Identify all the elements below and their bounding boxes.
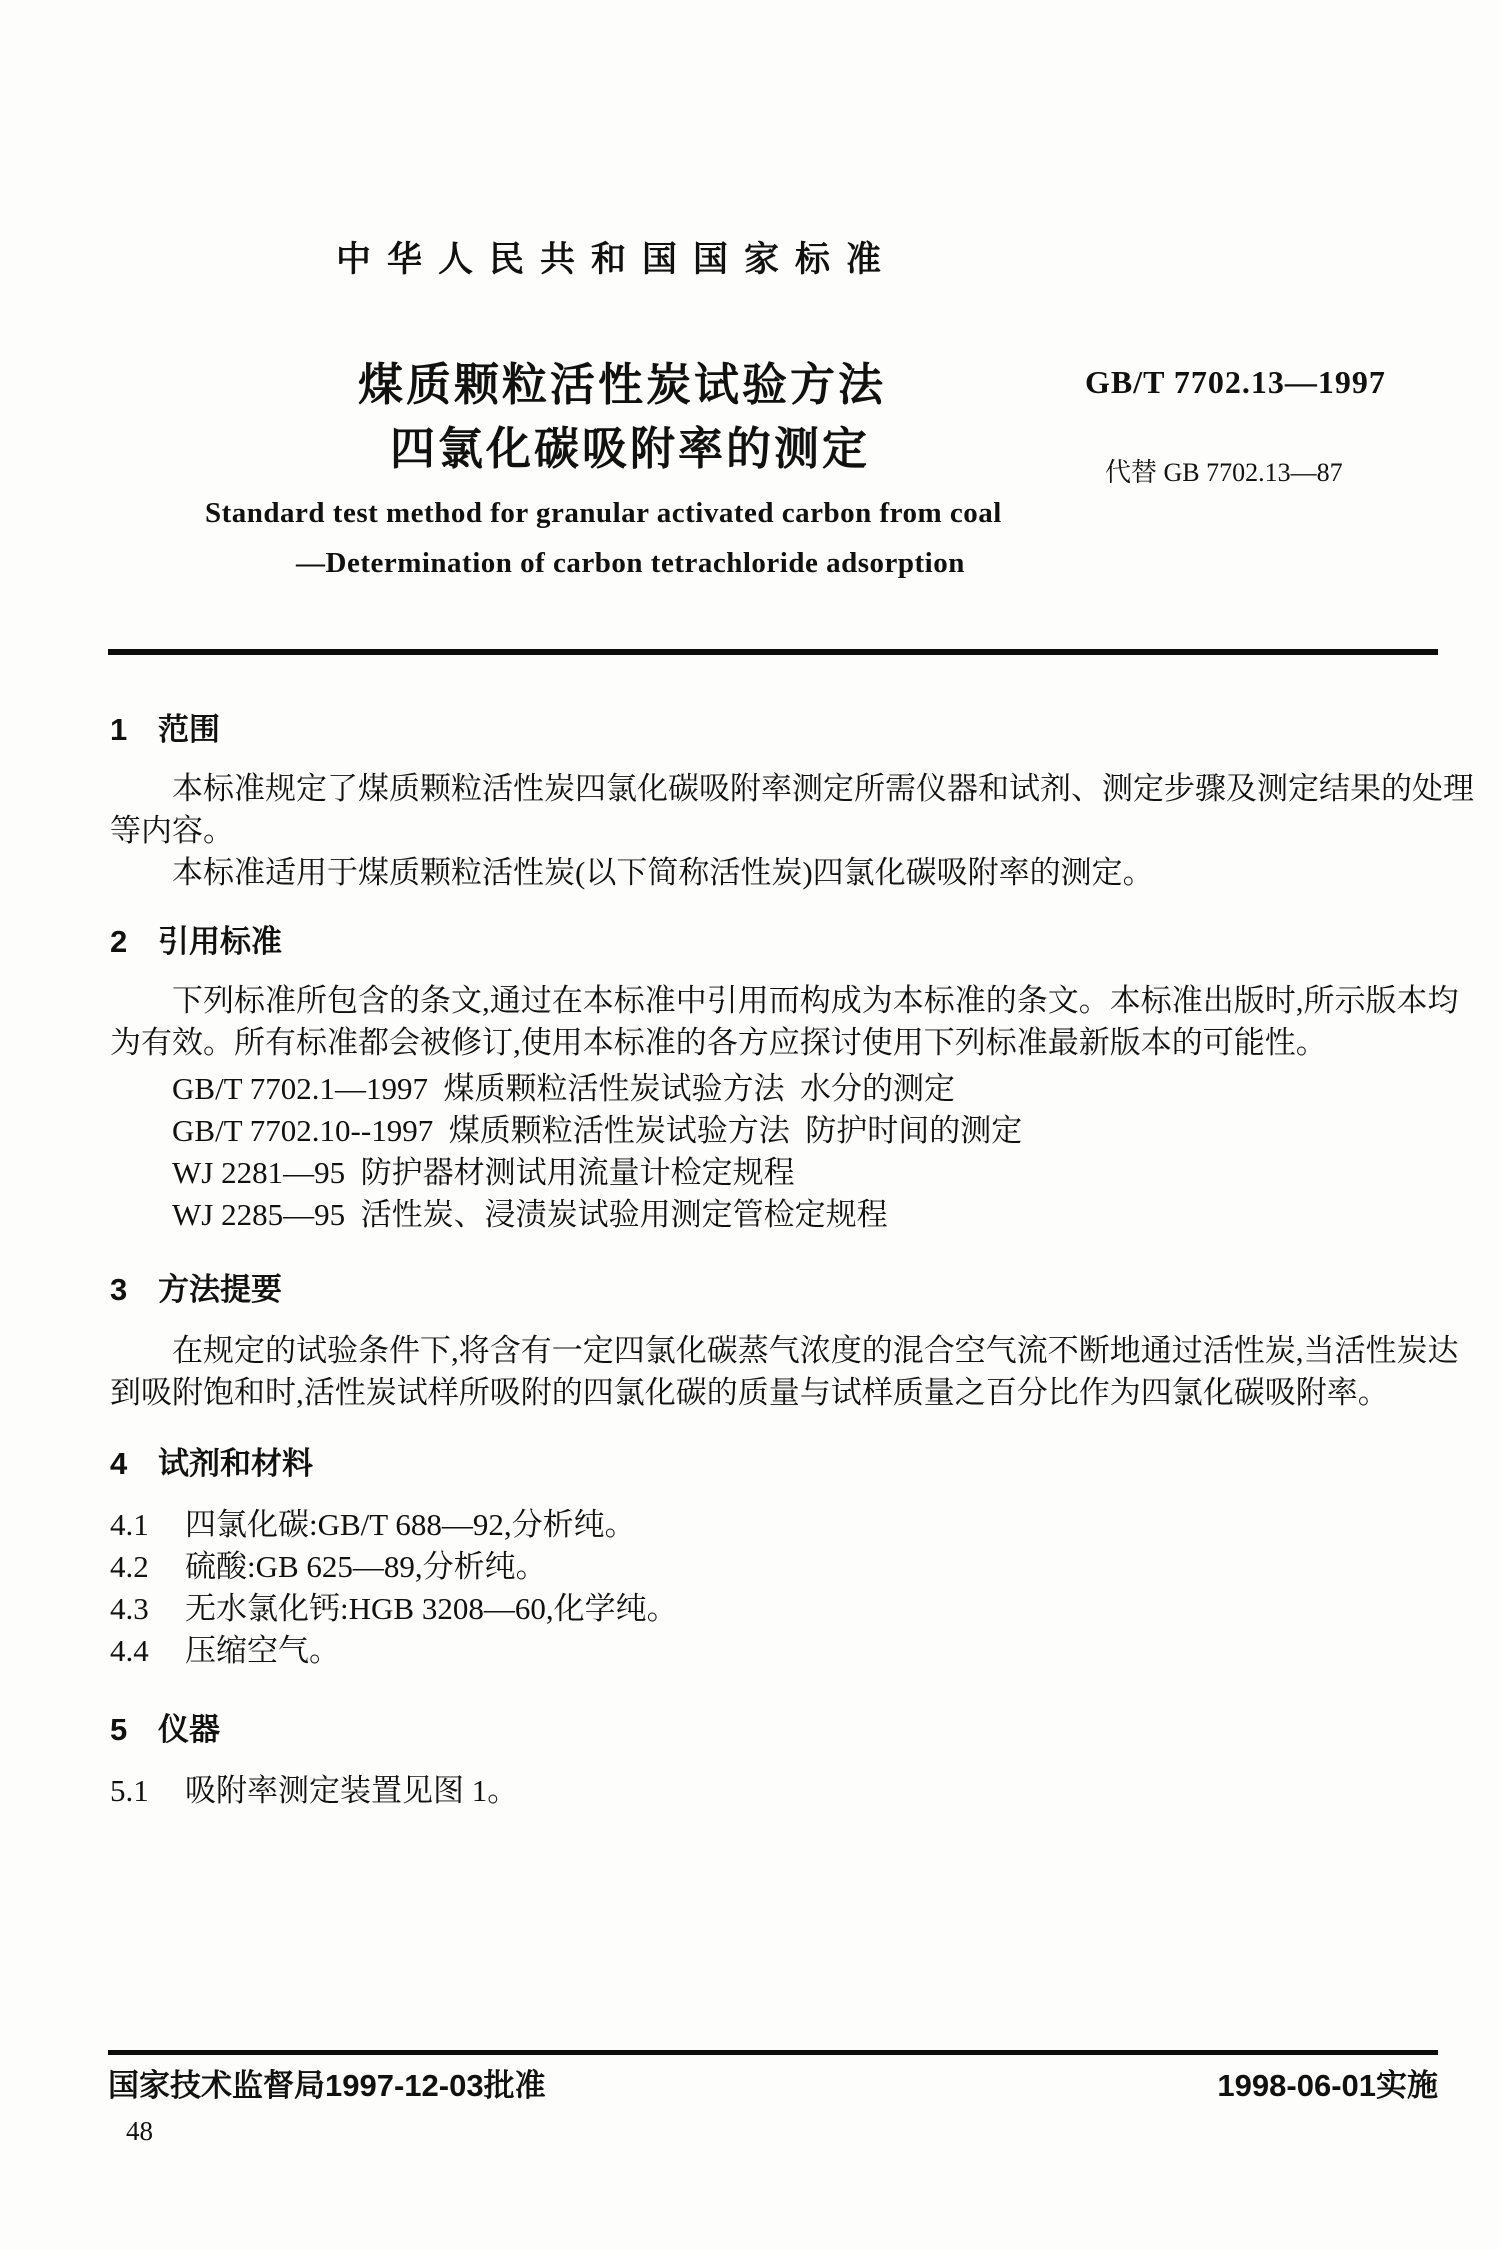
section-5-title: 仪器 [158, 1712, 220, 1747]
clause-5-1-number: 5.1 [110, 1773, 149, 1808]
page-number: 48 [126, 2116, 153, 2146]
section-2-title: 引用标准 [158, 924, 282, 959]
reference-item-2: GB/T 7702.10--1997 煤质颗粒活性炭试验方法 防护时间的测定 [172, 1113, 1023, 1148]
section-5-heading [110, 1708, 1440, 1752]
section-2-number: 2 [110, 924, 128, 959]
section-4-title: 试剂和材料 [158, 1446, 313, 1481]
approval-text: 国家技术监督局1997-12-03批准 [108, 2068, 546, 2103]
clause-4-3-number: 4.3 [110, 1591, 149, 1626]
reference-item-3: WJ 2281—95 防护器材测试用流量计检定规程 [172, 1155, 795, 1190]
clause-4-4-number: 4.4 [110, 1633, 149, 1668]
section-2-line-2: 为有效。所有标准都会被修订,使用本标准的各方应探讨使用下列标准最新版本的可能性。 [110, 1025, 1327, 1060]
clause-4-3-text: 无水氯化钙:HGB 3208—60,化学纯。 [185, 1591, 678, 1626]
replaces-note: 代替 GB 7702.13—87 [1105, 458, 1343, 487]
section-2-line-1: 下列标准所包含的条文,通过在本标准中引用而构成为本标准的条文。本标准出版时,所示版本均 [172, 983, 1459, 1018]
implementation-text: 1998-06-01实施 [1217, 2068, 1438, 2103]
section-1-title: 范围 [158, 712, 220, 747]
footer-divider [108, 2050, 1438, 2055]
section-4-heading [110, 1442, 1440, 1486]
section-3-number: 3 [110, 1272, 128, 1307]
clause-5-1-text: 吸附率测定装置见图 1。 [185, 1773, 519, 1808]
section-1-heading [110, 708, 1440, 752]
authority-title: 中华人民共和国国家标准 [336, 240, 898, 279]
english-title-line2: —Determination of carbon tetrachloride adsorption [296, 547, 965, 579]
clause-4-2-number: 4.2 [110, 1549, 149, 1584]
clause-4-1-number: 4.1 [110, 1507, 149, 1542]
clause-4-2-text: 硫酸:GB 625—89,分析纯。 [185, 1549, 547, 1584]
section-5-number: 5 [110, 1712, 128, 1747]
section-3-line-2: 到吸附饱和时,活性炭试样所吸附的四氯化碳的质量与试样质量之百分比作为四氯化碳吸附率。 [110, 1375, 1389, 1410]
english-title-line1: Standard test method for granular activated carbon from coal [205, 497, 1002, 529]
section-2-heading [110, 920, 1440, 964]
section-1-line-1: 本标准规定了煤质颗粒活性炭四氯化碳吸附率测定所需仪器和试剂、测定步骤及测定结果的处理 [172, 771, 1474, 806]
clause-4-1 [110, 1504, 1440, 1546]
section-3-title: 方法提要 [158, 1272, 282, 1307]
clause-4-4-text: 压缩空气。 [185, 1633, 340, 1668]
clause-4-1-text: 四氯化碳:GB/T 688—92,分析纯。 [185, 1507, 636, 1542]
clause-4-4 [110, 1630, 1440, 1672]
clause-4-3 [110, 1588, 1440, 1630]
section-4-number: 4 [110, 1446, 128, 1481]
header-divider [108, 649, 1438, 655]
clause-5-1 [110, 1770, 1440, 1812]
standard-code: GB/T 7702.13—1997 [1085, 364, 1386, 400]
section-1-line-2: 等内容。 [110, 813, 234, 848]
section-3-line-1: 在规定的试验条件下,将含有一定四氯化碳蒸气浓度的混合空气流不断地通过活性炭,当活性炭达 [172, 1333, 1459, 1368]
reference-item-4: WJ 2285—95 活性炭、浸渍炭试验用测定管检定规程 [172, 1197, 888, 1232]
section-1-number: 1 [110, 712, 128, 747]
footer [108, 2066, 1438, 2106]
reference-item-1: GB/T 7702.1—1997 煤质颗粒活性炭试验方法 水分的测定 [172, 1071, 956, 1106]
section-1-line-3: 本标准适用于煤质颗粒活性炭(以下简称活性炭)四氯化碳吸附率的测定。 [172, 855, 1154, 890]
section-3-heading [110, 1268, 1440, 1312]
document-body [110, 700, 1474, 1812]
clause-4-2 [110, 1546, 1440, 1588]
doc-title-line1: 煤质颗粒活性炭试验方法 [358, 359, 887, 410]
doc-title-line2: 四氯化碳吸附率的测定 [390, 423, 871, 474]
